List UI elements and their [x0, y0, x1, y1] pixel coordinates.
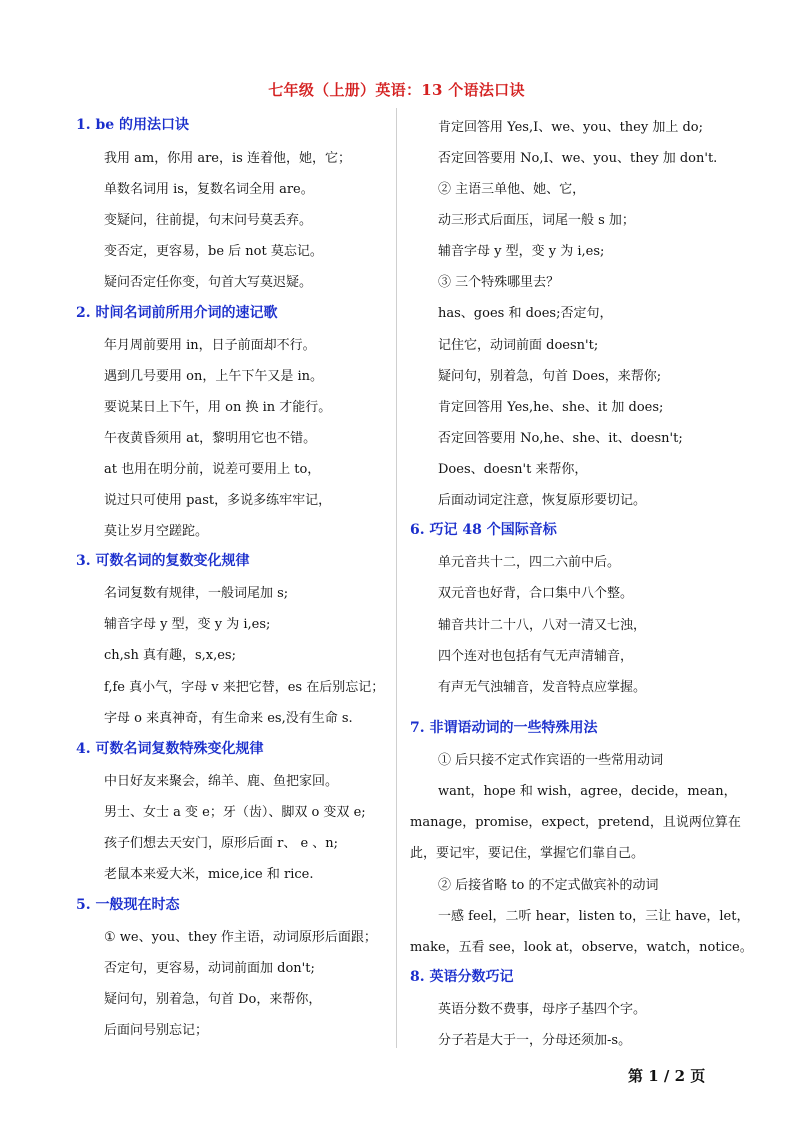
text-line: 老鼠本来爱大米，mice,ice 和 rice.	[104, 867, 314, 882]
column-divider	[396, 108, 397, 1048]
text-line: ① we、you、they 作主语，动词原形后面跟；	[104, 930, 377, 945]
text-line: 此，要记牢，要记住，掌握它们靠自己。	[410, 846, 645, 861]
page-number: 第 1 / 2 页	[628, 1067, 706, 1085]
section-heading: 8. 英语分数巧记	[410, 969, 514, 985]
text-line: 有声无气浊辅音，发音特点应掌握。	[438, 680, 647, 695]
text-line: 记住它，动词前面 doesn't;	[438, 338, 599, 353]
text-line: 后面问号别忘记；	[104, 1023, 209, 1038]
text-line: 动三形式后面压，词尾一般 s 加；	[438, 213, 635, 228]
text-line: 四个连对也包括有气无声清辅音，	[438, 649, 634, 664]
text-line: 否定回答要用 No,he、she、it、doesn't;	[438, 431, 683, 446]
text-line: 辅音共计二十八，八对一清又七浊，	[438, 618, 647, 633]
text-line: 要说某日上下午，用 on 换 in 才能行。	[104, 400, 332, 415]
text-line: 遇到几号要用 on，上午下午又是 in。	[104, 369, 323, 384]
text-line: 午夜黄昏须用 at，黎明用它也不错。	[104, 431, 317, 446]
text-line: 名词复数有规律，一般词尾加 s;	[104, 586, 289, 601]
text-line: ② 后接省略 to 的不定式做宾补的动词	[438, 878, 659, 893]
text-line: 肯定回答用 Yes,he、she、it 加 does;	[438, 400, 664, 415]
text-line: 单元音共十二，四二六前中后。	[438, 555, 621, 570]
text-line: at 也用在明分前，说差可要用上 to，	[104, 462, 321, 477]
text-line: 后面动词定注意，恢复原形要切记。	[438, 493, 647, 508]
text-line: manage，promise，expect，pretend，且说两位算在	[410, 815, 741, 830]
text-line: 肯定回答用 Yes,I、we、you、they 加上 do;	[438, 120, 704, 135]
text-line: 分子若是大于一，分母还须加-s。	[438, 1033, 632, 1048]
page-title: 七年级（上册）英语：13 个语法口诀	[268, 81, 525, 99]
section-heading: 3. 可数名词的复数变化规律	[76, 553, 250, 569]
text-line: 说过只可使用 past，多说多练牢牢记，	[104, 493, 332, 508]
text-line: f,fe 真小气，字母 v 来把它替，es 在后别忘记；	[104, 680, 385, 695]
text-line: 字母 o 来真神奇，有生命来 es,没有生命 s.	[104, 711, 353, 726]
text-line: make，五看 see，look at，observe，watch，notice。	[410, 940, 753, 955]
text-line: 一感 feel，二听 hear，listen to，三让 have，let，	[438, 909, 750, 924]
text-line: 辅音字母 y 型，变 y 为 i,es;	[104, 617, 271, 632]
section-heading: 1. be 的用法口诀	[76, 117, 190, 133]
text-line: ch,sh 真有趣，s,x,es;	[104, 648, 236, 663]
text-line: 疑问句，别着急，句首 Does，来帮你;	[438, 369, 662, 384]
text-line: ③ 三个特殊哪里去？	[438, 275, 560, 290]
text-line: 疑问否定任你变，句首大写莫迟疑。	[104, 275, 313, 290]
text-line: 双元音也好背，合口集中八个整。	[438, 586, 634, 601]
text-line: 英语分数不费事，母序子基四个字。	[438, 1002, 647, 1017]
section-heading: 7. 非谓语动词的一些特殊用法	[410, 720, 598, 736]
text-line: 单数名词用 is，复数名词全用 are。	[104, 182, 314, 197]
text-line: 变否定，更容易，be 后 not 莫忘记。	[104, 244, 323, 259]
text-line: 男士、女士 a 变 e；牙（齿）、脚双 o 变双 e;	[104, 805, 366, 820]
text-line: want，hope 和 wish，agree，decide，mean，	[438, 784, 737, 799]
section-heading: 5. 一般现在时态	[76, 897, 180, 913]
text-line: 变疑问，往前提，句末问号莫丢弃。	[104, 213, 313, 228]
text-line: ② 主语三单他、她、它，	[438, 182, 586, 197]
section-heading: 4. 可数名词复数特殊变化规律	[76, 741, 264, 757]
text-line: 孩子们想去天安门，原形后面 r、 e 、n;	[104, 836, 339, 851]
text-line: Does、doesn't 来帮你，	[438, 462, 588, 477]
text-line: 否定回答要用 No,I、we、you、they 加 don't.	[438, 151, 718, 166]
text-line: 辅音字母 y 型，变 y 为 i,es;	[438, 244, 605, 259]
text-line: 中日好友来聚会，绵羊、鹿、鱼把家回。	[104, 774, 339, 789]
text-line: 疑问句，别着急，句首 Do，来帮你，	[104, 992, 322, 1007]
text-line: 否定句，更容易，动词前面加 don't;	[104, 961, 315, 976]
text-line: 莫让岁月空蹉跎。	[104, 524, 209, 539]
text-line: ① 后只接不定式作宾语的一些常用动词	[438, 753, 664, 768]
text-line: 年月周前要用 in，日子前面却不行。	[104, 338, 316, 353]
section-heading: 6. 巧记 48 个国际音标	[410, 522, 557, 538]
section-heading: 2. 时间名词前所用介词的速记歌	[76, 305, 278, 321]
text-line: has、goes 和 does;否定句，	[438, 306, 613, 321]
text-line: 我用 am，你用 are，is 连着他，她，它；	[104, 151, 351, 166]
